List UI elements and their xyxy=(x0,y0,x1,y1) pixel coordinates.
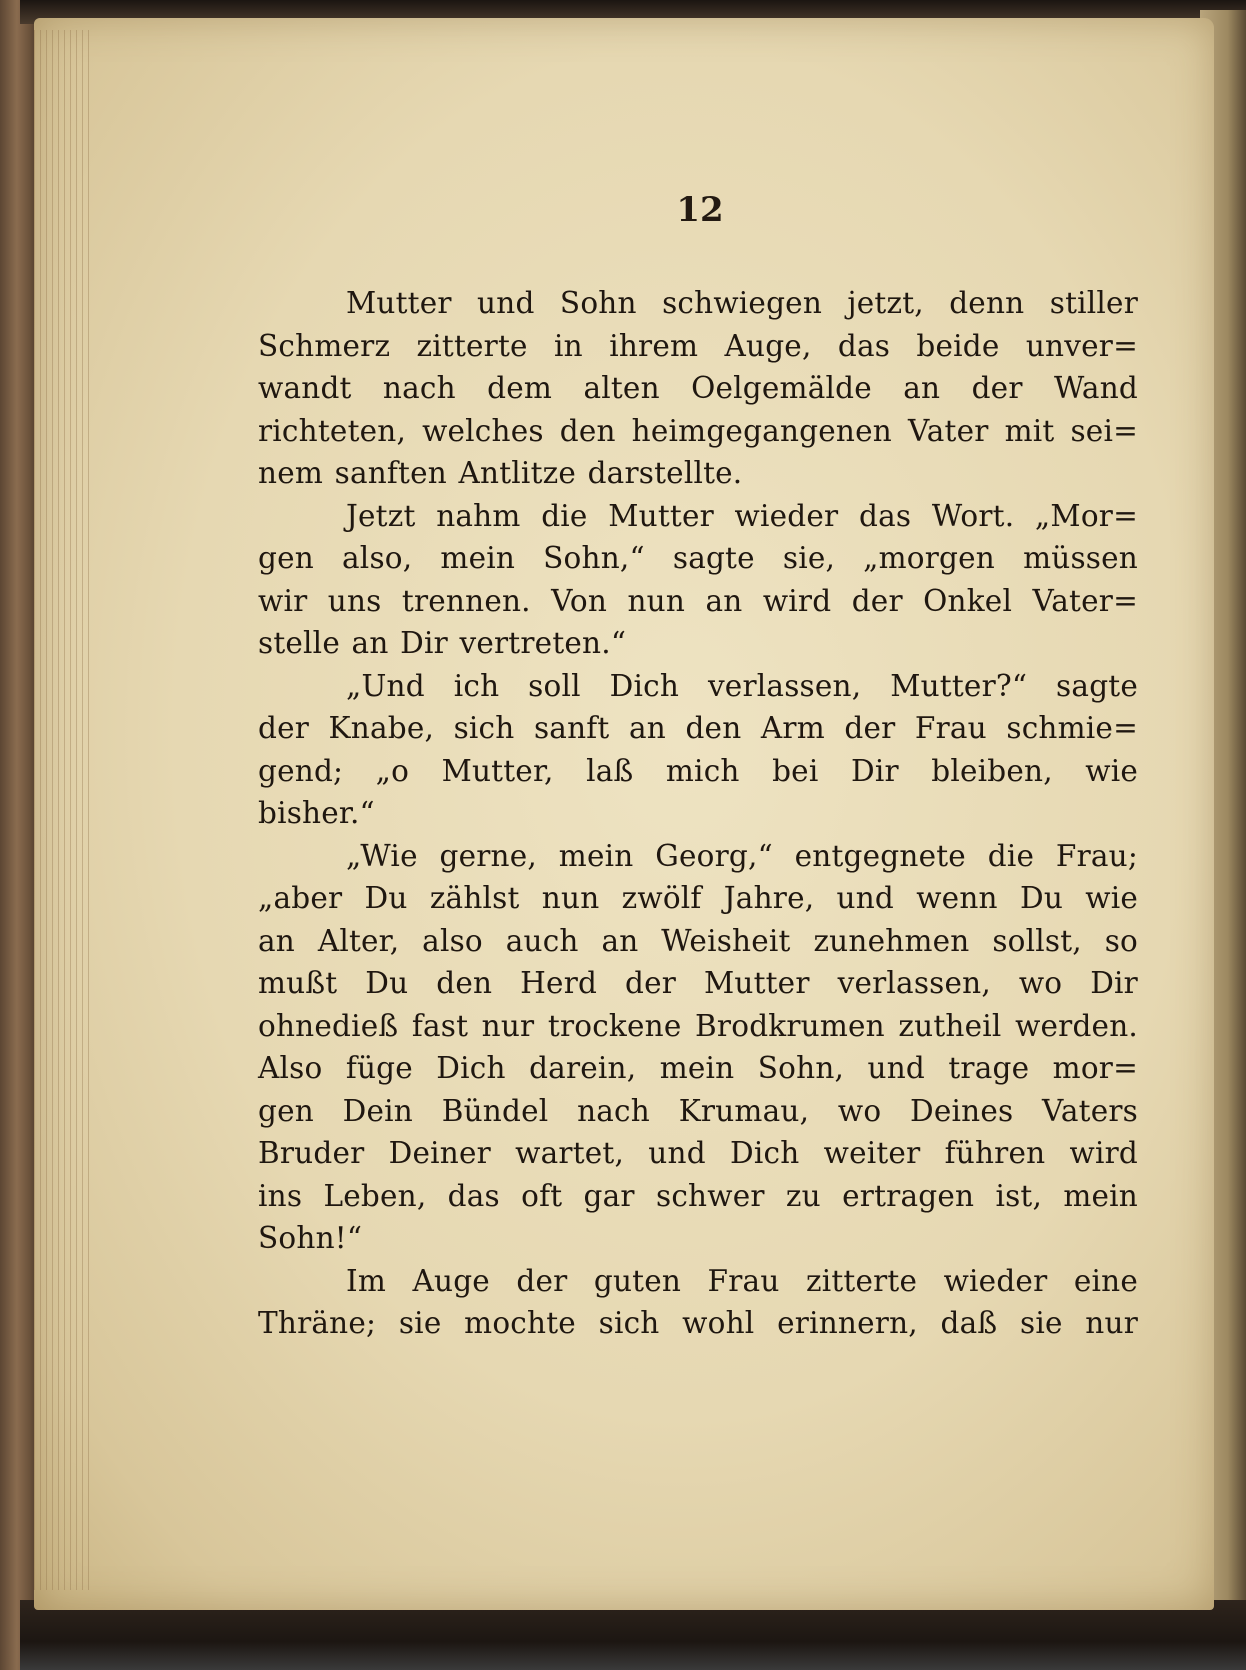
text-line: ohnedieß fast nur trockene Brodkrumen zutheil werden. xyxy=(258,1008,1138,1043)
book-bottom-edge xyxy=(20,1600,1246,1670)
text-line: gen Dein Bündel nach Krumau, wo Deines Vaters xyxy=(258,1093,1138,1128)
text-line: wandt nach dem alten Oelgemälde an der Wand xyxy=(258,371,1138,405)
text-line: Jetzt nahm die Mutter wieder das Wort. „Mor= xyxy=(346,498,1138,533)
text-line: nem sanften Antlitze darstellte. xyxy=(258,456,743,490)
text-line: gend; „o Mutter, laß mich bei Dir bleiben, wie xyxy=(258,753,1138,788)
text-line: „aber Du zählst nun zwölf Jahre, und wenn Du wie xyxy=(258,881,1138,915)
text-line: ins Leben, das oft gar schwer zu ertragen ist, mein xyxy=(258,1178,1138,1213)
text-line: richteten, welches den heimgegangenen Vater mit sei= xyxy=(258,413,1138,448)
text-line: Mutter und Sohn schwiegen jetzt, denn stiller xyxy=(346,286,1138,320)
text-line: Also füge Dich darein, mein Sohn, und trage mor= xyxy=(258,1051,1138,1085)
body-text xyxy=(258,282,1138,1345)
text-line: an Alter, also auch an Weisheit zunehmen sollst, so xyxy=(258,923,1138,958)
text-line: stelle an Dir vertreten.“ xyxy=(258,626,627,660)
text-line: gen also, mein Sohn,“ sagte sie, „morgen müssen xyxy=(258,541,1138,575)
text-line: Bruder Deiner wartet, und Dich weiter führen wird xyxy=(258,1136,1138,1170)
text-line: wir uns trennen. Von nun an wird der Onkel Vater= xyxy=(258,583,1138,618)
text-line: Sohn!“ xyxy=(258,1221,363,1255)
text-line: Thräne; sie mochte sich wohl erinnern, daß sie nur xyxy=(258,1306,1138,1340)
text-line: Im Auge der guten Frau zitterte wieder eine xyxy=(346,1263,1138,1298)
text-line: „Und ich soll Dich verlassen, Mutter?“ sagte xyxy=(346,668,1138,703)
text-line: mußt Du den Herd der Mutter verlassen, wo Dir xyxy=(258,966,1138,1000)
text-line: „Wie gerne, mein Georg,“ entgegnete die Frau; xyxy=(346,838,1138,873)
page-number: 12 xyxy=(676,190,724,230)
text-line: Schmerz zitterte in ihrem Auge, das beide unver= xyxy=(258,328,1138,363)
page-stack-edges xyxy=(34,30,94,1590)
text-line: bisher.“ xyxy=(258,796,375,830)
text-line: der Knabe, sich sanft an den Arm der Frau schmie= xyxy=(258,711,1138,745)
